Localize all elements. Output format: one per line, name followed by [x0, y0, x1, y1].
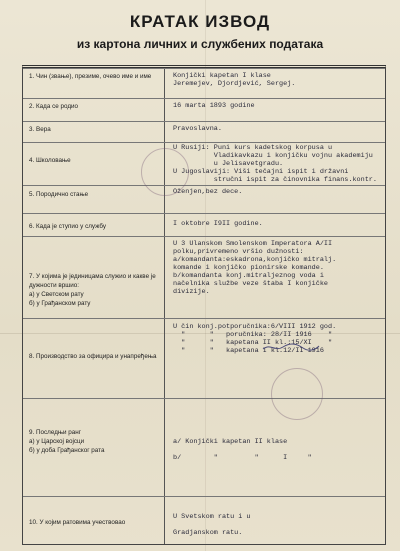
row-border: [23, 68, 385, 69]
row-label: 1. Чин (звање), презиме, очево име и име: [29, 73, 152, 80]
row-value: 16 marta 1893 godine: [173, 102, 255, 110]
row-label: 4. Школовање: [29, 157, 71, 164]
row-border: [23, 121, 385, 122]
data-table: [22, 65, 386, 545]
row-value: U Rusiji: Puni kurs kadetskog korpusa u Vladikavkazu i konjičku vojnu akademiju u Jelisavetgradu. U Jugoslaviji: Viši tečajni ispit i državni stručni ispit za činovnika finans.kontr.: [173, 144, 377, 184]
document-title: КРАТАК ИЗВОД: [129, 12, 271, 31]
row-value: U čin konj.potporučnika:6/VIII 1912 god. " " poručnika: 28/II 1916 " " " kapetana II kl.:15/XI " " " kapetana I kl.12/II 1916: [173, 323, 337, 355]
faint-stamp: [271, 368, 323, 420]
row-label: 5. Породично стање: [29, 191, 89, 198]
faint-stamp: [141, 148, 189, 196]
signature-scribble: [261, 341, 321, 353]
row-label: 6. Када је ступио у службу: [29, 223, 107, 230]
document-subtitle: из картона личних и службених података: [76, 37, 324, 51]
row-border: [23, 142, 385, 143]
row-value: Pravoslavna.: [173, 125, 222, 133]
row-label: 8. Производство за официра и унапређења: [29, 353, 157, 360]
row-value: U 3 Ulanskom Smolenskom Imperatora A/II polku,privremeno vršio dužnosti: a/komandanta:eskadrona,konjičko mitralj. komande i konjičko pionirske komande. b/komandanta konj.mitraljeznog voda i načelnika službe veze štaba I konjičke divizije.: [173, 240, 337, 296]
row-border: [23, 185, 385, 186]
row-value: a/ Konjički kapetan II klase b/ " " I ": [173, 438, 312, 462]
row-border: [23, 496, 385, 497]
row-border: [23, 213, 385, 214]
row-value: Konjički kapetan I klase Jeremejev, Djordjević, Sergej.: [173, 72, 296, 88]
row-value: U Svetskom ratu i u Gradjanskom ratu.: [173, 513, 251, 537]
row-border: [23, 236, 385, 237]
row-label: 9. Последњи ранг а) у Царској војсци б) у доба Грађанског рата: [29, 429, 105, 454]
row-value: Oženjen,bez dece.: [173, 188, 243, 196]
row-label: 7. У којима је јединицама служио и какве је дужности вршио: а) у Светском рату б) у Грађанском рату: [29, 273, 156, 307]
row-value: I oktobre I9II godine.: [173, 220, 263, 228]
row-border: [23, 98, 385, 99]
row-border: [23, 398, 385, 399]
row-border: [23, 318, 385, 319]
row-label: 10. У којим ратовима учествовао: [29, 519, 126, 526]
column-divider: [164, 68, 165, 544]
row-label: 3. Вера: [29, 126, 51, 133]
row-label: 2. Када се родио: [29, 103, 79, 110]
